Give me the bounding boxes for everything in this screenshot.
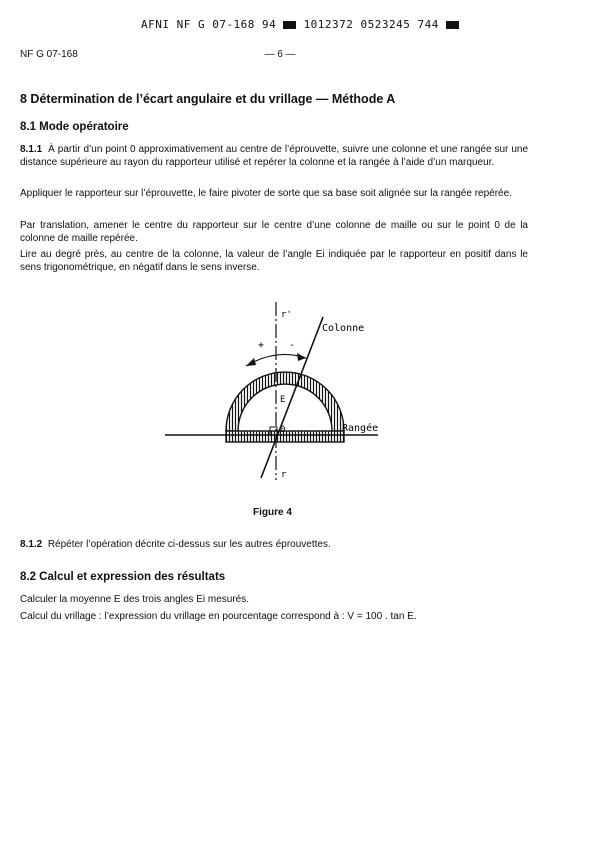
paragraph: Calculer la moyenne E des trois angles Ei mesurés. (20, 594, 249, 605)
paragraph-text: À partir d’un point 0 approximativement au centre de l’éprouvette, suivre une colonne et une rangée sur une distance supérieure au rayon du rapporteur utilisé et repérer la colonne et la rangée à l’aide d’un marqueur. (20, 144, 528, 168)
document-code-right: 1012372 0523245 744 (303, 18, 439, 31)
paragraph-text: Répéter l’opération décrite ci-dessus sur les autres éprouvettes. (47, 539, 331, 550)
label-e: E (280, 395, 286, 405)
paragraph-number: 8.1.1 (20, 144, 43, 155)
barcode-block (446, 21, 459, 29)
page-number: — 6 — (264, 49, 296, 60)
paragraph: Calcul du vrillage : l’expression du vrillage en pourcentage correspond à : V = 100 . tan E. (20, 611, 417, 622)
paragraph: Appliquer le rapporteur sur l’éprouvette, le faire pivoter de sorte que sa base soit alignée sur la rangée repérée. (20, 188, 512, 199)
document-code-header (0, 18, 600, 31)
label-rangee: Rangée (342, 423, 379, 434)
label-r-prime: r' (281, 310, 292, 320)
section-8-1-title: 8.1 Mode opératoire (20, 121, 129, 133)
paragraph-8-1-2 (20, 538, 528, 551)
paragraph: Par translation, amener le centre du rapporteur sur le centre d’une colonne de maille ou sur le point 0 de la colonne de maille repérée. (20, 220, 528, 244)
label-origin: 0 (280, 425, 286, 435)
label-minus: - (289, 340, 296, 351)
paragraph-number: 8.1.2 (20, 539, 43, 550)
figure-caption: Figure 4 (253, 507, 292, 518)
section-8-title: 8 Détermination de l’écart angulaire et du vrillage — Méthode A (20, 92, 396, 106)
label-plus: + (258, 340, 265, 351)
paragraph: Lire au degré près, au centre de la colonne, la valeur de l’angle Ei indiquée par le rapporteur en positif dans le sens trigonométrique, en négatif dans le sens inverse. (20, 249, 528, 273)
document-reference: NF G 07-168 (20, 49, 78, 60)
label-colonne: Colonne (322, 323, 365, 334)
document-code-left: AFNI NF G 07-168 94 (140, 18, 277, 31)
label-r: r (281, 470, 287, 480)
paragraph-8-1-1 (20, 143, 528, 169)
barcode-block (283, 21, 296, 29)
section-8-2-title: 8.2 Calcul et expression des résultats (20, 571, 226, 583)
figure-4-protractor-diagram (150, 300, 410, 500)
